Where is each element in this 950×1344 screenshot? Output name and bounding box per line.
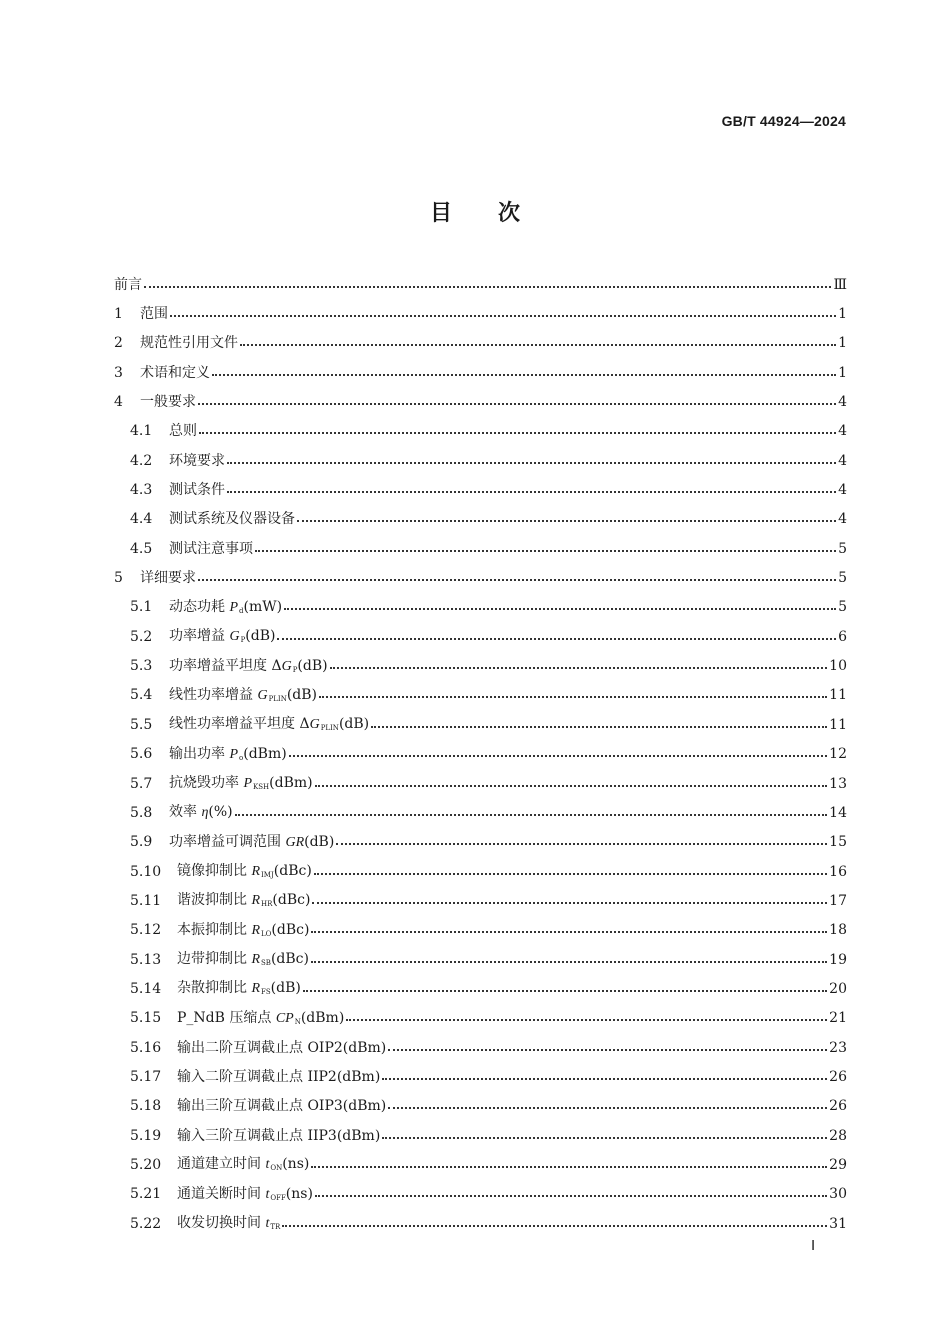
toc-entry-number: 5.17 xyxy=(130,1068,162,1085)
page-title xyxy=(0,196,950,227)
toc-entry-title-unit: (dB) xyxy=(245,628,276,645)
dot-leader xyxy=(227,462,836,464)
toc-entry-number: 5.7 xyxy=(130,775,153,792)
dot-leader xyxy=(346,1019,827,1021)
toc-entry-symbol: CP xyxy=(275,1010,294,1026)
toc-entry-symbol: R xyxy=(251,952,261,968)
toc-entry-number: 5.11 xyxy=(130,892,162,909)
toc-entry-title: 术语和定义 xyxy=(140,364,210,381)
toc-entry-number: 5.12 xyxy=(130,922,162,939)
toc-entry-number: 5.8 xyxy=(130,804,153,821)
dot-leader xyxy=(297,520,836,522)
dot-leader xyxy=(199,432,836,434)
dot-leader xyxy=(240,344,836,346)
toc-entry[interactable] xyxy=(114,798,847,827)
toc-entry-title xyxy=(177,1011,344,1026)
toc-entry[interactable] xyxy=(114,769,847,798)
toc-entry-title-unit: (ns) xyxy=(285,1185,313,1202)
toc-entry-number: 5.6 xyxy=(130,746,153,763)
toc-entry[interactable] xyxy=(114,916,847,945)
toc-entry-title: 输出三阶互调截止点 OIP3(dBm) xyxy=(177,1098,387,1115)
toc-entry-page-number: 1 xyxy=(838,364,847,381)
dot-leader xyxy=(144,286,831,288)
toc-entry-title xyxy=(177,1157,309,1172)
toc-entry-number: 2 xyxy=(114,335,123,352)
toc-entry-title-text: 谐波抑制比 xyxy=(177,892,252,909)
toc-entry-title-unit: (dB) xyxy=(286,686,318,703)
toc-entry-symbol-subscript: KSH xyxy=(253,783,270,792)
toc-entry-title-text: 本振抑制比 xyxy=(177,921,252,938)
toc-entry-page-number: 14 xyxy=(829,804,847,821)
dot-leader xyxy=(198,403,836,405)
toc-entry[interactable] xyxy=(114,505,847,534)
toc-entry-title-unit: (dB) xyxy=(304,833,335,850)
toc-entry-symbol-subscript: LO xyxy=(261,929,272,938)
dot-leader xyxy=(315,785,828,787)
toc-entry[interactable] xyxy=(114,1121,847,1150)
toc-entry-number: 5.22 xyxy=(130,1215,162,1232)
toc-entry-title xyxy=(169,747,287,762)
toc-entry-number: 5.13 xyxy=(130,951,162,968)
toc-entry-number: 3 xyxy=(114,364,123,381)
toc-entry-title xyxy=(177,1187,313,1202)
toc-entry-symbol-subscript: SB xyxy=(261,959,271,968)
title-char-2: 次 xyxy=(498,201,521,226)
toc-entry-title xyxy=(177,923,309,938)
toc-entry-title-unit: (mW) xyxy=(243,598,283,615)
toc-entry-symbol-subscript: PLIN xyxy=(268,694,287,703)
toc-entry-title: 测试条件 xyxy=(169,482,225,499)
toc-entry-number: 5.16 xyxy=(130,1039,162,1056)
toc-entry-symbol-subscript: N xyxy=(294,1017,301,1026)
dot-leader xyxy=(330,667,828,669)
toc-entry-symbol: G xyxy=(281,658,292,674)
toc-entry-title xyxy=(169,835,334,850)
dot-leader xyxy=(312,902,827,904)
toc-entry-number: 1 xyxy=(114,306,123,323)
toc-entry-number: 5.1 xyxy=(130,599,153,616)
toc-entry-page-number: 5 xyxy=(838,540,847,557)
toc-entry-title xyxy=(177,893,310,908)
toc-entry-page-number: 26 xyxy=(829,1068,847,1085)
toc-entry-symbol-subscript: ON xyxy=(270,1164,283,1173)
dot-leader xyxy=(235,814,828,816)
toc-entry[interactable] xyxy=(114,1033,847,1062)
toc-entry-title-text: 边带抑制比 xyxy=(177,951,252,968)
toc-entry-title xyxy=(169,600,282,615)
dot-leader xyxy=(289,755,827,757)
dot-leader xyxy=(170,315,836,317)
toc-entry-title-text: 线性功率增益平坦度 Δ xyxy=(169,716,310,733)
dot-leader xyxy=(382,1137,827,1139)
dot-leader xyxy=(282,1225,827,1227)
toc-entry[interactable] xyxy=(114,681,847,710)
toc-entry-page-number: 4 xyxy=(838,511,847,528)
toc-entry-title: 范围 xyxy=(140,306,168,323)
toc-entry[interactable] xyxy=(114,1062,847,1091)
toc-entry-title-text: 杂散抑制比 xyxy=(177,980,252,997)
toc-entry-symbol-subscript: d xyxy=(239,606,244,615)
toc-entry-page-number: 4 xyxy=(838,452,847,469)
toc-entry-number: 5.19 xyxy=(130,1127,162,1144)
toc-entry-title xyxy=(177,952,309,967)
toc-entry-title-unit: (dBm) xyxy=(243,745,287,762)
toc-entry[interactable] xyxy=(114,593,847,622)
toc-entry-symbol-subscript: HR xyxy=(261,900,273,909)
toc-entry-title xyxy=(169,659,328,674)
toc-entry-page-number: 11 xyxy=(829,716,847,733)
dot-leader xyxy=(371,726,827,728)
toc-entry-symbol: t xyxy=(265,1216,270,1232)
toc-entry[interactable] xyxy=(114,387,847,416)
toc-entry-title xyxy=(177,981,301,996)
toc-entry-title-unit: (dBc) xyxy=(272,892,311,909)
toc-entry-title-text: 功率增益平坦度 Δ xyxy=(169,657,282,674)
toc-entry-title: 规范性引用文件 xyxy=(140,335,238,352)
dot-leader xyxy=(382,1078,827,1080)
toc-entry[interactable] xyxy=(114,857,847,886)
toc-entry-title-unit: (ns) xyxy=(282,1156,310,1173)
toc-entry-title-text: 线性功率增益 xyxy=(169,686,258,703)
toc-entry[interactable] xyxy=(114,974,847,1003)
dot-leader xyxy=(319,696,827,698)
title-char-1: 目 xyxy=(429,201,452,226)
toc-entry-page-number: 26 xyxy=(829,1098,847,1115)
toc-entry-title-text: 效率 xyxy=(169,804,202,821)
toc-entry-number: 5.2 xyxy=(130,628,153,645)
toc-entry-page-number: 20 xyxy=(829,980,847,997)
toc-entry-page-number: 21 xyxy=(829,1010,847,1027)
toc-entry-title-unit: (dBc) xyxy=(271,921,310,938)
dot-leader xyxy=(314,873,827,875)
toc-entry-title xyxy=(177,864,312,879)
dot-leader xyxy=(388,1107,827,1109)
toc-entry-title: 输出二阶互调截止点 OIP2(dBm) xyxy=(177,1039,387,1056)
toc-entry-page-number: 1 xyxy=(838,335,847,352)
toc-entry-title-text: 功率增益可调范围 xyxy=(169,833,286,850)
toc-entry[interactable] xyxy=(114,828,847,857)
toc-entry[interactable] xyxy=(114,740,847,769)
toc-entry[interactable] xyxy=(114,417,847,446)
dot-leader xyxy=(311,931,827,933)
toc-entry-page-number: 29 xyxy=(829,1156,847,1173)
toc-entry-page-number: 19 xyxy=(829,951,847,968)
toc-entry-page-number: 11 xyxy=(829,687,847,704)
toc-entry-title: 输入三阶互调截止点 IIP3(dBm) xyxy=(177,1127,381,1144)
toc-entry-number: 5.10 xyxy=(130,863,162,880)
toc-entry-page-number: 10 xyxy=(829,658,847,675)
toc-entry[interactable] xyxy=(114,1004,847,1033)
toc-entry-symbol-subscript: FS xyxy=(261,988,271,997)
toc-entry-title: 测试系统及仪器设备 xyxy=(169,511,295,528)
toc-entry-page-number: 4 xyxy=(838,482,847,499)
toc-entry-page-number: 4 xyxy=(838,394,847,411)
toc-entry[interactable] xyxy=(114,886,847,915)
toc-entry-symbol-subscript: P xyxy=(240,636,246,645)
toc-entry-symbol: R xyxy=(251,893,261,909)
toc-entry-title-unit: (dBc) xyxy=(273,863,312,880)
toc-entry-symbol: P xyxy=(229,746,239,762)
toc-entry-symbol-subscript: P xyxy=(292,665,298,674)
toc-entry[interactable] xyxy=(114,1150,847,1179)
dot-leader xyxy=(212,374,836,376)
toc-entry-number: 4.5 xyxy=(130,540,153,557)
toc-entry-title-text: 功率增益 xyxy=(169,628,230,645)
toc-entry-title-text: 抗烧毁功率 xyxy=(169,775,244,792)
toc-entry-page-number: 5 xyxy=(838,599,847,616)
toc-entry-symbol-subscript: IMJ xyxy=(261,871,274,880)
toc-entry[interactable] xyxy=(114,710,847,739)
toc-entry-symbol: G xyxy=(229,629,240,645)
dot-leader xyxy=(336,843,827,845)
toc-entry-title: 测试注意事项 xyxy=(169,540,253,557)
toc-entry-title xyxy=(169,776,313,791)
toc-entry-title-text: 通道关断时间 xyxy=(177,1185,266,1202)
toc-entry-title-text: 输出功率 xyxy=(169,745,230,762)
toc-entry-title-unit: (dBm) xyxy=(300,1009,345,1026)
toc-entry[interactable] xyxy=(114,651,847,680)
toc-entry[interactable] xyxy=(114,1180,847,1209)
toc-entry-number: 5.15 xyxy=(130,1010,162,1027)
toc-entry-symbol: P xyxy=(229,599,239,615)
toc-entry-symbol: P xyxy=(243,776,253,792)
toc-entry-symbol-subscript: TR xyxy=(270,1223,281,1232)
toc-entry-number: 5.4 xyxy=(130,687,153,704)
dot-leader xyxy=(227,491,836,493)
toc-entry-page-number: 15 xyxy=(829,834,847,851)
toc-entry-page-number: 23 xyxy=(829,1039,847,1056)
toc-entry-symbol-subscript: PLIN xyxy=(320,724,339,733)
toc-entry-title-text: 收发切换时间 xyxy=(177,1215,266,1232)
toc-entry-title xyxy=(177,1216,280,1231)
toc-entry-page-number: 5 xyxy=(838,570,847,587)
toc-entry-symbol-subscript: OFF xyxy=(270,1193,286,1202)
page-folio: Ⅰ xyxy=(811,1239,816,1254)
toc-entry[interactable] xyxy=(114,1209,847,1238)
toc-entry[interactable] xyxy=(114,475,847,504)
toc-entry-title: 环境要求 xyxy=(169,452,225,469)
dot-leader xyxy=(311,1166,827,1168)
toc-entry[interactable] xyxy=(114,329,847,358)
dot-leader xyxy=(198,579,836,581)
toc-entry[interactable] xyxy=(114,1092,847,1121)
toc-entry-title xyxy=(169,629,275,644)
toc-entry-symbol: η xyxy=(201,805,209,821)
toc-entry-page-number: Ⅲ xyxy=(833,276,847,293)
toc-entry-page-number: 28 xyxy=(829,1127,847,1144)
toc-entry-number: 5.3 xyxy=(130,658,153,675)
toc-entry-symbol: G xyxy=(257,687,268,703)
toc-entry-symbol: R xyxy=(251,981,261,997)
toc-entry-symbol: GR xyxy=(285,834,305,850)
toc-entry-title: 输入二阶互调截止点 IIP2(dBm) xyxy=(177,1068,381,1085)
toc-entry-number: 5.5 xyxy=(130,716,153,733)
toc-entry-title: 一般要求 xyxy=(140,394,196,411)
toc-entry-number: 4.4 xyxy=(130,511,153,528)
toc-entry-title-unit: (dB) xyxy=(270,980,301,997)
toc-entry[interactable] xyxy=(114,270,847,299)
toc-entry-number: 4.1 xyxy=(130,423,153,440)
toc-entry-title-unit: (%) xyxy=(208,804,233,821)
toc-entry[interactable] xyxy=(114,534,847,563)
dot-leader xyxy=(284,608,836,610)
toc-entry-page-number: 12 xyxy=(829,746,847,763)
dot-leader xyxy=(311,961,827,963)
toc-entry[interactable] xyxy=(114,299,847,328)
toc-entry-page-number: 17 xyxy=(829,892,847,909)
toc-entry-symbol: G xyxy=(309,717,320,733)
dot-leader xyxy=(315,1195,827,1197)
toc-entry-title-unit: (dBc) xyxy=(270,951,309,968)
standard-number: GB/T 44924—2024 xyxy=(721,113,846,129)
toc-entry-title xyxy=(169,717,369,732)
toc-entry-number: 5.9 xyxy=(130,834,153,851)
toc-entry-symbol: t xyxy=(265,1186,270,1202)
toc-entry[interactable] xyxy=(114,358,847,387)
toc-entry-number: 4.3 xyxy=(130,482,153,499)
toc-entry-number: 4.2 xyxy=(130,452,153,469)
toc-entry-title xyxy=(169,688,317,703)
toc-entry-title-unit: (dBm) xyxy=(269,775,313,792)
toc-entry-page-number: 4 xyxy=(838,423,847,440)
toc-entry[interactable] xyxy=(114,446,847,475)
toc-entry-page-number: 31 xyxy=(829,1215,847,1232)
toc-entry-title-text: 动态功耗 xyxy=(169,598,230,615)
toc-entry-number: 5.18 xyxy=(130,1098,162,1115)
toc-entry-number: 5.21 xyxy=(130,1186,162,1203)
toc-entry-page-number: 30 xyxy=(829,1186,847,1203)
toc-entry-symbol: R xyxy=(251,922,261,938)
toc-entry[interactable] xyxy=(114,622,847,651)
toc-entry[interactable] xyxy=(114,945,847,974)
toc-entry-symbol-subscript: o xyxy=(239,753,244,762)
dot-leader xyxy=(255,550,836,552)
dot-leader xyxy=(388,1049,827,1051)
toc-entry-page-number: 18 xyxy=(829,922,847,939)
toc-entry-title: 总则 xyxy=(169,423,197,440)
dot-leader xyxy=(277,638,836,640)
toc-entry-title-unit: (dB) xyxy=(297,657,328,674)
toc-entry-page-number: 16 xyxy=(829,863,847,880)
toc-entry-symbol: R xyxy=(251,864,261,880)
toc-entry-title-text: 镜像抑制比 xyxy=(177,863,252,880)
toc-entry-page-number: 13 xyxy=(829,775,847,792)
toc-entry-page-number: 6 xyxy=(838,628,847,645)
toc-entry-page-number: 1 xyxy=(838,306,847,323)
toc-entry-title-text: P_NdB 压缩点 xyxy=(177,1009,276,1026)
toc-entry-number: 5.14 xyxy=(130,980,162,997)
toc-entry-number: 5.20 xyxy=(130,1156,162,1173)
toc-entry-title-unit: (dB) xyxy=(338,716,370,733)
toc-entry-number: 5 xyxy=(114,570,123,587)
toc-entry-title: 详细要求 xyxy=(140,570,196,587)
table-of-contents xyxy=(114,270,847,1238)
dot-leader xyxy=(303,990,827,992)
toc-entry-title xyxy=(169,805,233,820)
toc-entry-symbol: t xyxy=(265,1157,270,1173)
toc-entry-title: 前言 xyxy=(114,276,142,293)
toc-entry[interactable] xyxy=(114,563,847,592)
toc-entry-title-text: 通道建立时间 xyxy=(177,1156,266,1173)
toc-entry-number: 4 xyxy=(114,394,123,411)
